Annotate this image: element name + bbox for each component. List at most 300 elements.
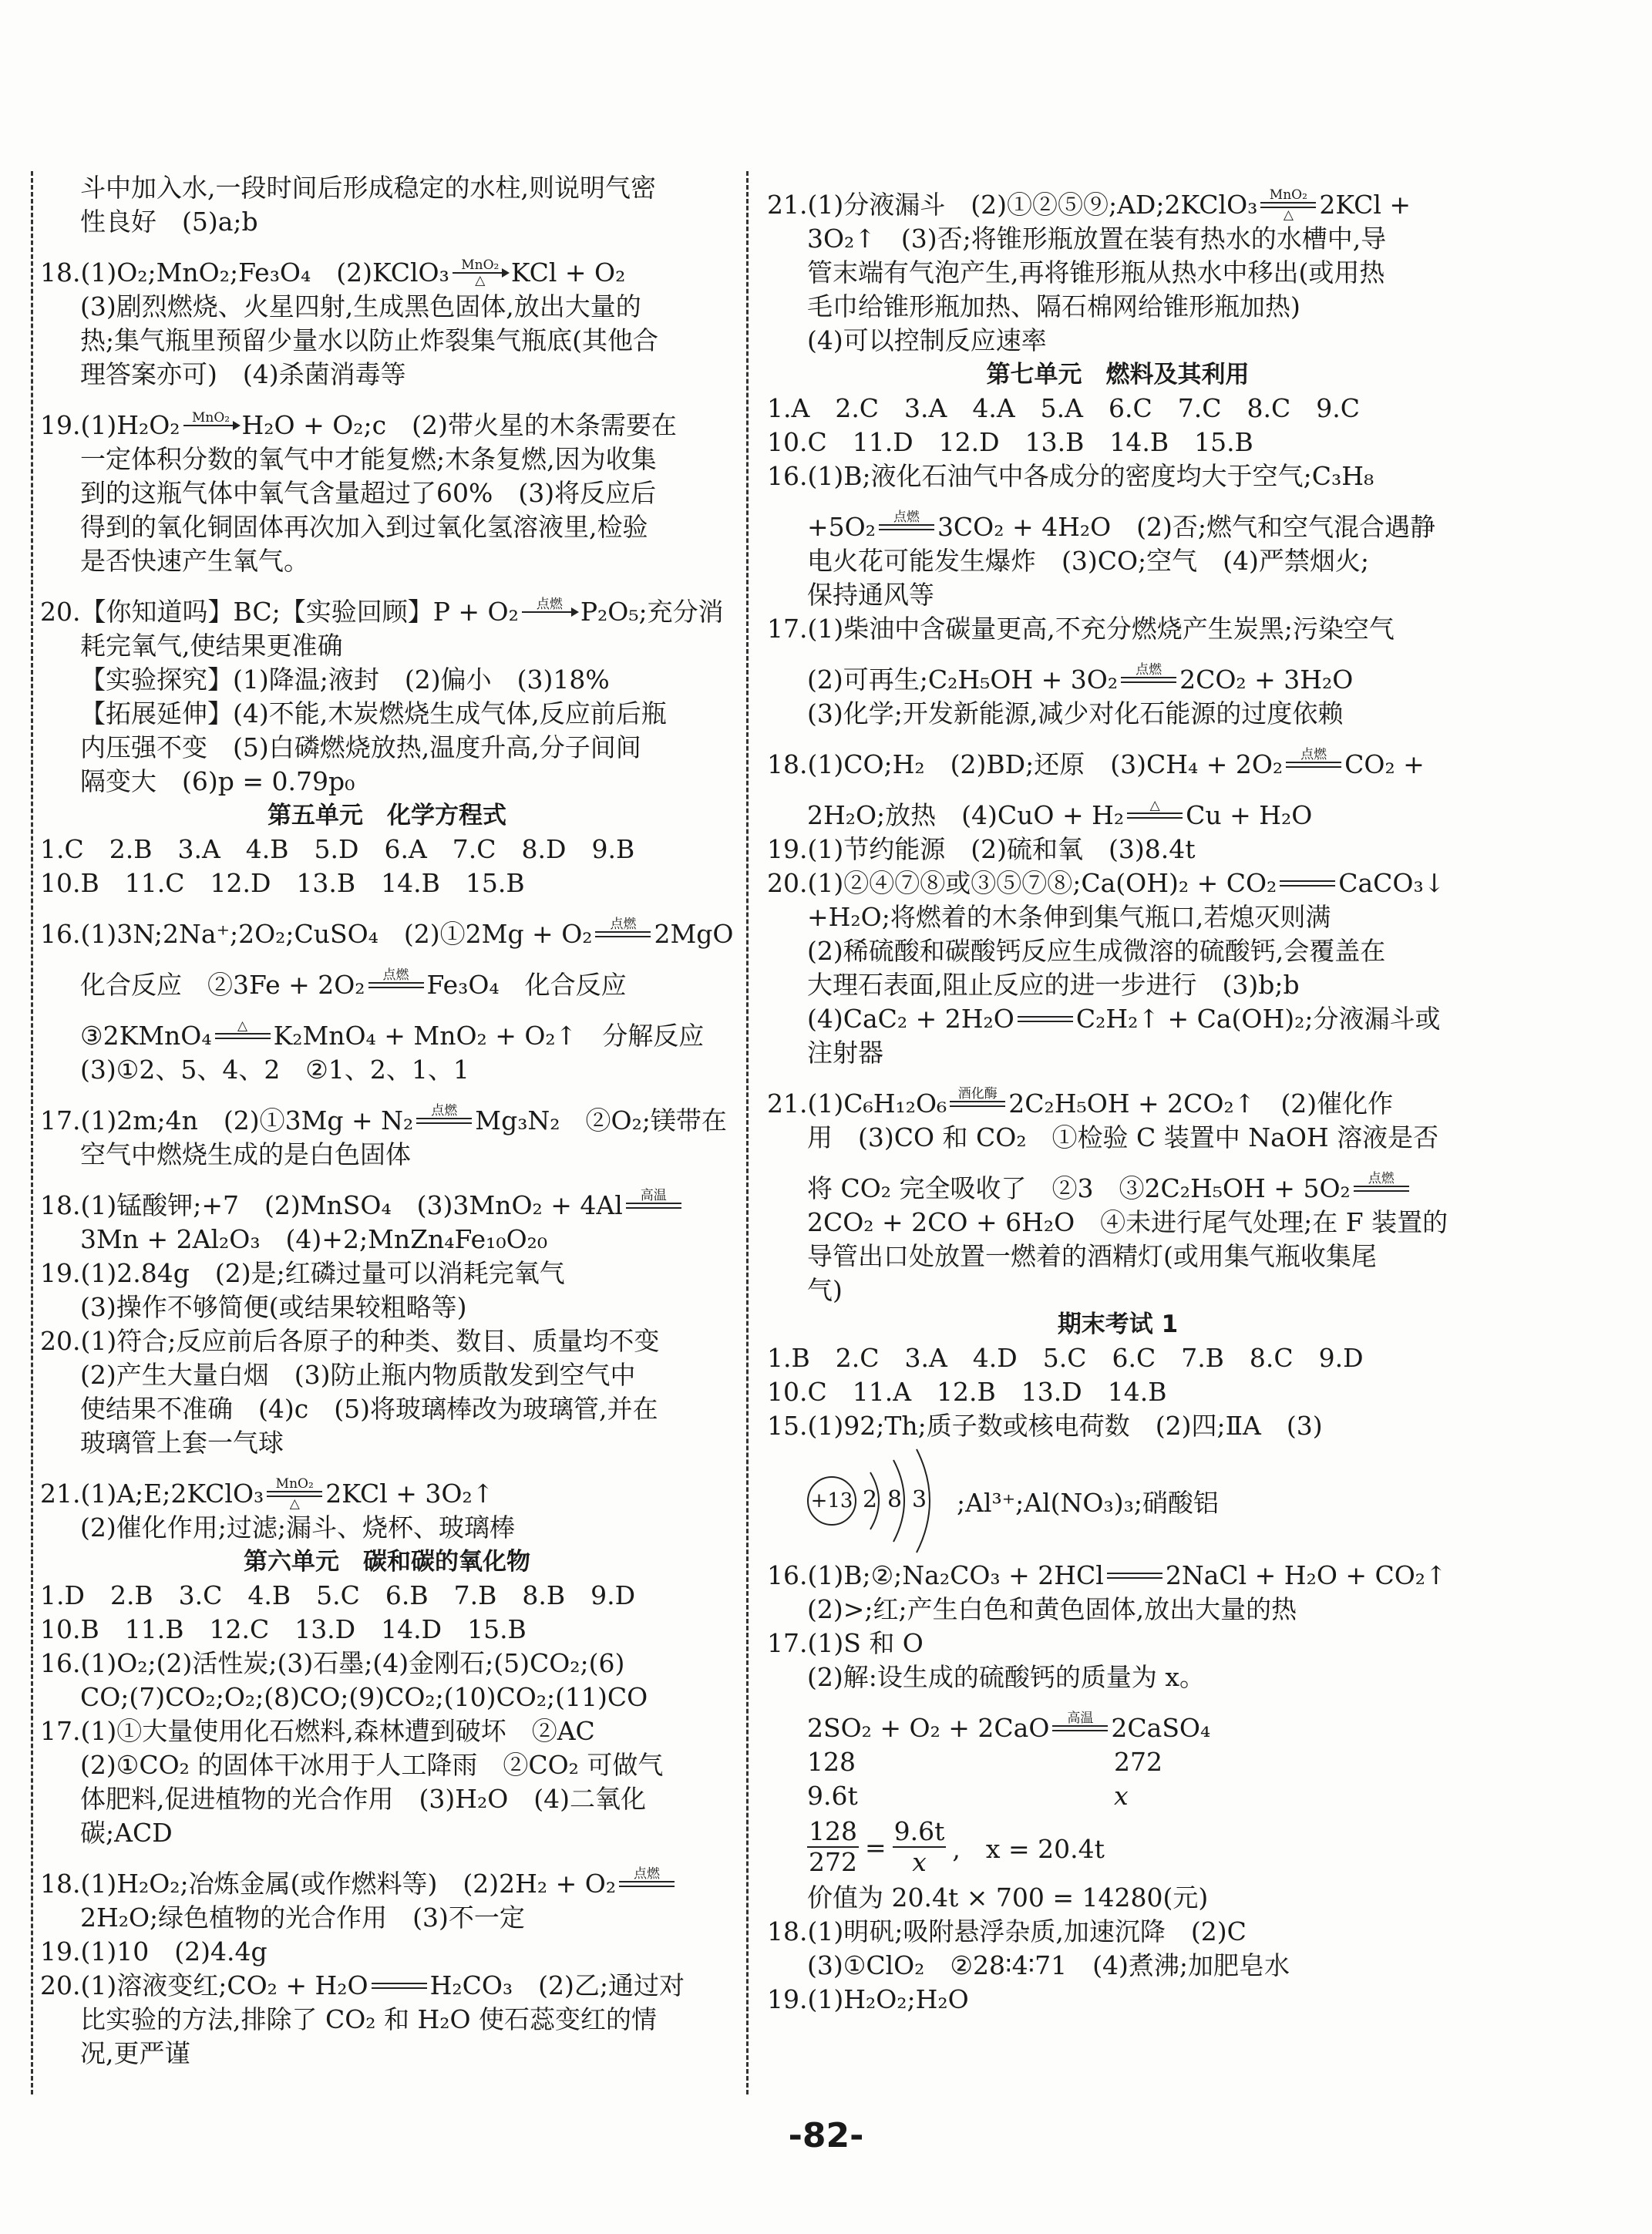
reaction-condition [267, 1477, 322, 1511]
answer-text: (3)①ClO₂ ②28∶4∶71 (4)煮沸;加肥皂水 [807, 1950, 1290, 1980]
answer-text: +H₂O;将燃着的木条伸到集气瓶口,若熄灭则满 [807, 902, 1331, 932]
answer-line [40, 697, 734, 731]
answer-line [767, 1593, 1469, 1627]
condition-above: △ [237, 1018, 248, 1034]
answer-text: 3O₂↑ (3)否;将锥形瓶放置在装有热水的水槽中,导 [807, 224, 1387, 254]
answer-text: 19.(1)H₂O₂ [40, 410, 180, 440]
section-heading [40, 799, 734, 833]
condition-above: 高温 [640, 1188, 667, 1203]
answer-line [767, 1206, 1469, 1240]
answer-line [767, 1949, 1469, 1983]
so2-mass: 128 [807, 1747, 856, 1777]
fraction-right-denominator: x [912, 1847, 927, 1877]
fraction-right [893, 1817, 947, 1877]
answer-text: 16.(1)3N;2Na⁺;2O₂;CuSO₄ (2)①2Mg + O₂ [40, 919, 593, 949]
condition-above: 点燃 [536, 597, 563, 612]
atom-nucleus: +13 [807, 1476, 856, 1526]
answer-line [40, 1189, 734, 1223]
fraction-right-numerator: 9.6t [893, 1816, 945, 1846]
condition-above: 点燃 [634, 1866, 661, 1882]
reaction-condition [1107, 1559, 1162, 1593]
answer-text: 期末考试 1 [1057, 1310, 1179, 1338]
answer-line [767, 1559, 1469, 1593]
fraction-left-numerator: 128 [809, 1816, 857, 1846]
answer-line [767, 612, 1469, 646]
answer-line [40, 968, 734, 1002]
answer-text: CO;(7)CO₂;O₂;(8)CO;(9)CO₂;(10)CO₂;(11)CO [80, 1682, 648, 1712]
condition-above: 点燃 [382, 967, 409, 983]
proportion-equation [767, 1813, 1469, 1881]
answer-text: 20.【你知道吗】BC;【实验回顾】P + O₂ [40, 597, 519, 627]
answer-text: 气) [807, 1275, 843, 1305]
answer-line [40, 1647, 734, 1681]
reaction-arrow-icon [453, 272, 508, 274]
right-answer-lines-3 [767, 1881, 1469, 2017]
answer-text: KCl + O₂ [510, 257, 626, 288]
answer-text: 斗中加入水,一段时间后形成稳定的水柱,则说明气密 [80, 173, 656, 203]
answer-text: 10.B 11.C 12.D 13.B 14.B 15.B [40, 868, 525, 898]
answer-text: 3Mn + 2Al₂O₃ (4)+2;MnZn₄Fe₁₀O₂₀ [80, 1224, 548, 1254]
answer-line [40, 663, 734, 697]
condition-above: MnO₂ [1269, 187, 1307, 203]
answer-line [40, 917, 734, 951]
answer-line [767, 900, 1469, 934]
equals-sign: = [865, 1832, 887, 1862]
answer-text: 10.C 11.D 12.D 13.B 14.B 15.B [767, 427, 1253, 457]
answer-text: 2CO₂ + 2CO + 6H₂O ④未进行尾气处理;在 F 装置的 [807, 1207, 1448, 1237]
answer-line [767, 1240, 1469, 1273]
answer-line [40, 1019, 734, 1053]
answer-line [767, 866, 1469, 900]
answer-line [40, 1477, 734, 1511]
reaction-condition [626, 1189, 681, 1223]
condition-above: △ [1149, 798, 1160, 813]
answer-line [40, 1257, 734, 1290]
answer-text: 管末端有气泡产生,再将锥形瓶从热水中移出(或用热 [807, 257, 1385, 288]
answer-line [40, 1358, 734, 1392]
column-divider [746, 171, 749, 2094]
answer-line [767, 1711, 1469, 1745]
answer-line [40, 866, 734, 900]
answer-text: (2)催化作用;过滤;漏斗、烧杯、玻璃棒 [80, 1512, 515, 1543]
condition-above: 点燃 [1136, 662, 1162, 678]
reaction-equals-icon [368, 982, 424, 988]
reaction-condition [1260, 188, 1316, 222]
answer-text: C₂H₂↑ + Ca(OH)₂;分液漏斗或 [1075, 1004, 1441, 1034]
answer-text: 化合反应 ②3Fe + 2O₂ [80, 970, 365, 1000]
answer-text: 热;集气瓶里预留少量水以防止炸裂集气瓶底(其他合 [80, 325, 658, 355]
answer-text: 16.(1)B;液化石油气中各成分的密度均大于空气;C₃H₈ [767, 461, 1374, 491]
reaction-equals-icon [1121, 677, 1176, 683]
answer-line [40, 256, 734, 290]
reaction-condition [453, 258, 508, 288]
condition-above: 酒化酶 [957, 1086, 998, 1102]
answer-text: 21.(1)C₆H₁₂O₆ [767, 1088, 947, 1119]
answer-text: +5O₂ [807, 512, 876, 542]
answer-line [767, 833, 1469, 866]
reaction-equals-icon [595, 931, 651, 937]
answer-text: 17.(1)①大量使用化石燃料,森林遭到破坏 ②AC [40, 1716, 595, 1746]
answer-text: (3)剧烈燃烧、火星四射,生成黑色固体,放出大量的 [80, 291, 641, 321]
answer-line [40, 1901, 734, 1935]
answer-line [767, 1121, 1469, 1155]
reaction-equals-icon [215, 1033, 271, 1039]
answer-line [767, 426, 1469, 459]
answer-text: (2)可再生;C₂H₅OH + 3O₂ [807, 664, 1119, 695]
reaction-equals-icon [1052, 1725, 1108, 1731]
answer-line [40, 1290, 734, 1324]
aluminum-atom-structure-diagram [767, 1443, 1469, 1559]
answer-line [767, 256, 1469, 290]
answer-line [40, 1511, 734, 1545]
electron-shells [856, 1443, 957, 1559]
answer-text: 况,更严谨 [80, 2038, 190, 2068]
answer-text: 隔变大 (6)p = 0.79p₀ [80, 766, 355, 796]
page-number: -82- [788, 2116, 864, 2155]
reaction-equals-icon [1280, 880, 1335, 887]
answer-text: 19.(1)节约能源 (2)硫和氧 (3)8.4t [767, 834, 1196, 864]
reaction-equals-icon [1018, 1016, 1073, 1022]
answer-text: 1.B 2.C 3.A 4.D 5.C 6.C 7.B 8.C 9.D [767, 1343, 1364, 1373]
answer-line [40, 171, 734, 205]
answer-text: (2)产生大量白烟 (3)防止瓶内物质散发到空气中 [80, 1360, 636, 1390]
answer-text: 17.(1)柴油中含碳量更高,不充分燃烧产生炭黑;污染空气 [767, 614, 1395, 644]
answer-text: 2H₂O;放热 (4)CuO + H₂ [807, 800, 1125, 830]
answer-text: 大理石表面,阻止反应的进一步进行 (3)b;b [807, 970, 1300, 1000]
answer-text: 体肥料,促进植物的光合作用 (3)H₂O (4)二氧化 [80, 1784, 647, 1814]
right-column [767, 171, 1469, 2017]
answer-line [40, 1392, 734, 1426]
fraction-left-denominator: 272 [809, 1847, 857, 1877]
answer-line [40, 409, 734, 442]
answer-text: (3)操作不够简便(或结果较粗略等) [80, 1292, 467, 1322]
answer-text: 第五单元 化学方程式 [267, 802, 506, 829]
condition-below: △ [475, 273, 486, 288]
reaction-condition [183, 411, 239, 440]
reaction-equals-icon [1127, 813, 1183, 819]
answer-text: 导管出口处放置一燃着的酒精灯(或用集气瓶收集尾 [807, 1241, 1377, 1271]
reaction-arrow-icon [183, 425, 239, 426]
atom-answer-text: ;Al³⁺;Al(NO₃)₃;硝酸铝 [957, 1487, 1219, 1518]
answer-line [767, 663, 1469, 697]
answer-text: 1.A 2.C 3.A 4.A 5.A 6.C 7.C 8.C 9.C [767, 393, 1360, 423]
answer-line [40, 324, 734, 358]
answer-text: 使结果不准确 (4)c (5)将玻璃棒改为玻璃管,并在 [80, 1394, 658, 1424]
answer-line [767, 1627, 1469, 1660]
reaction-equals-icon [1354, 1186, 1409, 1192]
condition-above: 点燃 [893, 510, 920, 525]
reaction-condition [1286, 748, 1341, 782]
calc-actual-mass-row [767, 1779, 1469, 1813]
section-heading [40, 1545, 734, 1579]
answer-text: 18.(1)H₂O₂;冶炼金属(或作燃料等) (2)2H₂ + O₂ [40, 1869, 617, 1899]
answer-line [40, 595, 734, 629]
answer-text: 2KCl + [1319, 190, 1411, 220]
answer-text: 10.B 11.B 12.C 13.D 14.D 15.B [40, 1614, 527, 1644]
reaction-condition [1280, 866, 1335, 900]
answer-text: 碳;ACD [80, 1818, 173, 1848]
reaction-equals-icon [950, 1101, 1005, 1107]
answer-text: 2C₂H₅OH + 2CO₂↑ (2)催化作 [1008, 1088, 1394, 1119]
answer-text: 2CO₂ + 3H₂O [1179, 664, 1354, 695]
answer-text: CO₂ + [1344, 749, 1425, 779]
answer-text: 1.C 2.B 3.A 4.B 5.D 6.A 7.C 8.D 9.B [40, 834, 635, 864]
answer-line [40, 1748, 734, 1782]
answer-text: 空气中燃烧生成的是白色固体 [80, 1139, 411, 1169]
answer-text: 3CO₂ + 4H₂O (2)否;燃气和空气混合遇静 [937, 512, 1436, 542]
answer-line [767, 290, 1469, 324]
so2-actual: 9.6t [807, 1781, 858, 1811]
answer-line [767, 510, 1469, 544]
answer-text: H₂O + O₂;c (2)带火星的木条需要在 [241, 410, 677, 440]
answer-text: 得到的氧化铜固体再次加入到过氧化氢溶液里,检验 [80, 512, 648, 542]
answer-text: 【拓展延伸】(4)不能,木炭燃烧生成气体,反应前后瓶 [80, 698, 667, 728]
answer-text: (2)解:设生成的硫酸钙的质量为 x。 [807, 1662, 1205, 1692]
answer-line [40, 1867, 734, 1901]
reaction-equals-icon [372, 1983, 427, 1989]
answer-text: Cu + H₂O [1186, 800, 1313, 830]
answer-text: H₂CO₃ (2)乙;通过对 [429, 1970, 685, 2000]
answer-line [767, 799, 1469, 833]
reaction-condition [619, 1867, 675, 1901]
answer-text: (2)①CO₂ 的固体干冰用于人工降雨 ②CO₂ 可做气 [80, 1750, 664, 1780]
reaction-equals-icon [416, 1118, 472, 1124]
right-answer-lines-1 [767, 188, 1469, 1443]
condition-above: 高温 [1067, 1711, 1094, 1726]
answer-line [767, 697, 1469, 731]
reaction-condition [1354, 1172, 1409, 1206]
answer-line [40, 765, 734, 799]
answer-line [767, 392, 1469, 426]
answer-line [767, 578, 1469, 612]
fraction-left [807, 1817, 859, 1877]
shell-1-electrons: 2 [863, 1486, 878, 1513]
condition-above: MnO₂ [191, 410, 230, 426]
reaction-condition [879, 510, 934, 544]
answer-line [40, 1138, 734, 1172]
answer-text: 21.(1)A;E;2KClO₃ [40, 1479, 264, 1509]
answer-text: ③2KMnO₄ [80, 1021, 212, 1051]
answer-text: 比实验的方法,排除了 CO₂ 和 H₂O 使石蕊变红的情 [80, 2004, 658, 2034]
answer-line [40, 1104, 734, 1138]
reaction-condition [368, 968, 424, 1002]
caso4-actual: x [1114, 1781, 1129, 1811]
answer-line [40, 1935, 734, 1969]
reaction-condition [950, 1087, 1005, 1121]
answer-line [767, 1036, 1469, 1070]
left-column [40, 171, 734, 2071]
answer-text: 17.(1)2m;4n (2)①3Mg + N₂ [40, 1105, 414, 1136]
answer-line [767, 1375, 1469, 1409]
answer-line [40, 1053, 734, 1087]
answer-text: 耗完氧气,使结果更准确 [80, 631, 343, 661]
reaction-condition [1018, 1002, 1073, 1036]
answer-text: 18.(1)明矾;吸附悬浮杂质,加速沉降 (2)C [767, 1916, 1247, 1946]
reaction-condition [522, 597, 577, 627]
answer-text: 19.(1)2.84g (2)是;红磷过量可以消耗完氧气 [40, 1258, 565, 1288]
reaction-condition [1052, 1711, 1108, 1745]
answer-text: 17.(1)S 和 O [767, 1628, 924, 1658]
reaction-condition [1121, 663, 1176, 697]
reaction-equals-icon [1286, 762, 1341, 768]
shell-3-electrons: 3 [912, 1486, 927, 1513]
answer-line [767, 1881, 1469, 1915]
answer-text: 16.(1)O₂;(2)活性炭;(3)石墨;(4)金刚石;(5)CO₂;(6) [40, 1648, 625, 1678]
answer-line [767, 1087, 1469, 1121]
answer-text: 【实验探究】(1)降温;液封 (2)偏小 (3)18% [80, 664, 610, 695]
answer-text: 一定体积分数的氧气中才能复燃;木条复燃,因为收集 [80, 444, 657, 474]
answer-text: 是否快速产生氧气。 [80, 546, 309, 576]
left-answer-lines [40, 171, 734, 2071]
reaction-equals-icon [1107, 1573, 1162, 1579]
answer-line [40, 358, 734, 392]
section-heading [767, 1307, 1469, 1341]
answer-line [767, 324, 1469, 358]
condition-above: MnO₂ [275, 1476, 314, 1492]
answer-line [40, 476, 734, 510]
answer-line [767, 1915, 1469, 1949]
answer-text: Fe₃O₄ 化合反应 [426, 970, 627, 1000]
answer-text: CaCO₃↓ [1338, 868, 1445, 898]
calc-relative-mass-row [767, 1745, 1469, 1779]
answer-line [40, 510, 734, 544]
answer-text: 20.(1)符合;反应前后各原子的种类、数目、质量均不变 [40, 1326, 660, 1356]
answer-line [40, 442, 734, 476]
answer-line [767, 459, 1469, 493]
answer-text: 18.(1)锰酸钾;+7 (2)MnSO₄ (3)3MnO₂ + 4Al [40, 1190, 623, 1220]
answer-line [40, 1324, 734, 1358]
answer-text: 2H₂O;绿色植物的光合作用 (3)不一定 [80, 1903, 525, 1933]
answer-text: 15.(1)92;Th;质子数或核电荷数 (2)四;ⅡA (3) [767, 1411, 1323, 1441]
answer-line [40, 629, 734, 663]
answer-text: 20.(1)②④⑦⑧或③⑤⑦⑧;Ca(OH)₂ + CO₂ [767, 868, 1277, 898]
answer-line [767, 222, 1469, 256]
answer-line [40, 205, 734, 239]
answer-text: 2CaSO₄ [1111, 1713, 1211, 1743]
answer-text: 电火花可能发生爆炸 (3)CO;空气 (4)严禁烟火; [807, 546, 1370, 576]
answer-text: 2MgO [654, 919, 734, 949]
answer-text: 19.(1)H₂O₂;H₂O [767, 1984, 969, 2014]
answer-text: 用 (3)CO 和 CO₂ ①检验 C 装置中 NaOH 溶液是否 [807, 1122, 1439, 1152]
reaction-condition [1127, 799, 1183, 833]
answer-text: (2)>;红;产生白色和黄色固体,放出大量的热 [807, 1594, 1297, 1624]
answer-line [767, 1660, 1469, 1694]
answer-text: (4)可以控制反应速率 [807, 325, 1047, 355]
answer-line [40, 1223, 734, 1257]
right-answer-lines-2 [767, 1559, 1469, 1745]
answer-line [40, 1782, 734, 1816]
condition-below: △ [1283, 207, 1294, 223]
answer-line [40, 2037, 734, 2071]
answer-line [40, 544, 734, 578]
answer-text: 16.(1)B;②;Na₂CO₃ + 2HCl [767, 1560, 1104, 1590]
answer-text: 性良好 (5)a;b [80, 207, 258, 237]
answer-line [40, 731, 734, 765]
shell-2-electrons: 8 [887, 1486, 903, 1513]
reaction-condition [215, 1019, 271, 1053]
answer-text: 价值为 20.4t × 700 = 14280(元) [807, 1882, 1209, 1913]
answer-line [767, 968, 1469, 1002]
answer-line [40, 1579, 734, 1613]
left-dashed-border [31, 171, 33, 2094]
answer-line [40, 1969, 734, 2003]
condition-above: 点燃 [610, 917, 637, 932]
answer-text: 第七单元 燃料及其利用 [986, 361, 1250, 389]
answer-text: (4)CaC₂ + 2H₂O [807, 1004, 1014, 1034]
answer-line [40, 1681, 734, 1714]
answer-text: P₂O₅;充分消 [580, 597, 724, 627]
answer-line [40, 1613, 734, 1647]
answer-text: 内压强不变 (5)白磷燃烧放热,温度升高,分子间间 [80, 732, 641, 762]
answer-line [767, 188, 1469, 222]
answer-text: 2SO₂ + O₂ + 2CaO [807, 1713, 1050, 1743]
reaction-equals-icon [626, 1203, 681, 1209]
answer-text: 毛巾给锥形瓶加热、隔石棉网给锥形瓶加热) [807, 291, 1300, 321]
answer-line [767, 544, 1469, 578]
reaction-condition [416, 1104, 472, 1138]
answer-text: 理答案亦可) (4)杀菌消毒等 [80, 359, 406, 389]
answer-text: 保持通风等 [807, 580, 934, 610]
answer-text: 注射器 [807, 1038, 883, 1068]
condition-above: MnO₂ [461, 257, 500, 273]
answer-line [40, 1426, 734, 1460]
answer-line [767, 1341, 1469, 1375]
answer-line [40, 1714, 734, 1748]
answer-text: 18.(1)O₂;MnO₂;Fe₃O₄ (2)KClO₃ [40, 257, 449, 288]
reaction-arrow-icon [522, 611, 577, 613]
answer-text: 19.(1)10 (2)4.4g [40, 1936, 267, 1967]
answer-line [767, 748, 1469, 782]
answer-text: (3)化学;开发新能源,减少对化石能源的过度依赖 [807, 698, 1344, 728]
section-heading [767, 358, 1469, 392]
answer-line [40, 290, 734, 324]
reaction-condition [372, 1969, 427, 2003]
answer-text: (2)稀硫酸和碳酸钙反应生成微溶的硫酸钙,会覆盖在 [807, 936, 1386, 966]
answer-line [40, 2003, 734, 2037]
answer-text: 21.(1)分液漏斗 (2)①②⑤⑨;AD;2KClO₃ [767, 190, 1258, 220]
answer-text: 18.(1)CO;H₂ (2)BD;还原 (3)CH₄ + 2O₂ [767, 749, 1284, 779]
answer-line [767, 1273, 1469, 1307]
condition-above: 点燃 [1300, 747, 1327, 762]
answer-text: 20.(1)溶液变红;CO₂ + H₂O [40, 1970, 368, 2000]
condition-above: 点燃 [431, 1103, 458, 1119]
answer-line [767, 1983, 1469, 2017]
answer-line [40, 833, 734, 866]
caso4-mass: 272 [1114, 1747, 1162, 1777]
answer-text: 10.C 11.A 12.B 13.D 14.B [767, 1377, 1167, 1407]
reaction-condition [595, 917, 651, 951]
reaction-equals-icon [879, 524, 934, 530]
answer-line [40, 1816, 734, 1850]
condition-below: △ [289, 1496, 300, 1512]
answer-line [767, 1409, 1469, 1443]
answer-text: 到的这瓶气体中氧气含量超过了60% (3)将反应后 [80, 478, 657, 508]
reaction-equals-icon [619, 1881, 675, 1887]
calc-result: , x = 20.4t [952, 1833, 1105, 1864]
answer-line [767, 1172, 1469, 1206]
answer-text: 玻璃管上套一气球 [80, 1428, 284, 1458]
answer-text: 1.D 2.B 3.C 4.B 5.C 6.B 7.B 8.B 9.D [40, 1580, 636, 1610]
answer-text: 2NaCl + H₂O + CO₂↑ [1165, 1560, 1447, 1590]
answer-line [767, 1002, 1469, 1036]
answer-text: 2KCl + 3O₂↑ [325, 1479, 494, 1509]
condition-above: 点燃 [1368, 1171, 1395, 1186]
answer-line [767, 934, 1469, 968]
answer-text: K₂MnO₄ + MnO₂ + O₂↑ 分解反应 [273, 1021, 705, 1051]
answer-text: (3)①2、5、4、2 ②1、2、1、1 [80, 1055, 469, 1085]
answer-text: Mg₃N₂ ②O₂;镁带在 [475, 1105, 727, 1136]
answer-text: 将 CO₂ 完全吸收了 ②3 ③2C₂H₅OH + 5O₂ [807, 1173, 1351, 1203]
